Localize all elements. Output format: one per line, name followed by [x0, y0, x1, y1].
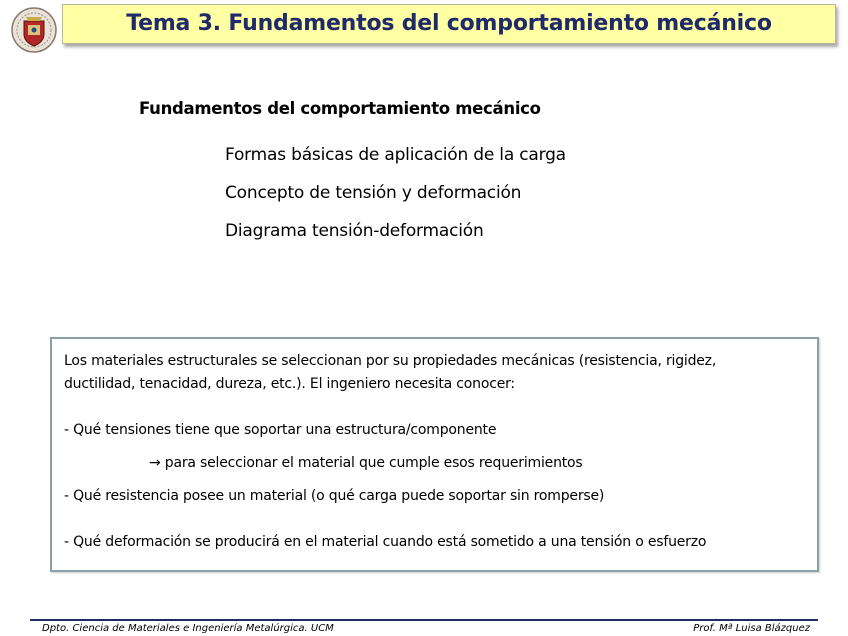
- topic-item: Formas básicas de aplicación de la carga: [225, 145, 566, 165]
- bullet-subitem: → para seleccionar el material que cumple esos requerimientos: [149, 455, 583, 471]
- topic-item: Diagrama tensión-deformación: [225, 221, 484, 241]
- intro-text-line: Los materiales estructurales se seleccionan por su propiedades mecánicas (resistencia, rigidez,: [64, 353, 717, 369]
- title-bar: [62, 4, 836, 44]
- bullet-item: - Qué deformación se producirá en el material cuando está sometido a una tensión o esfuerzo: [64, 534, 707, 550]
- university-seal-icon: [10, 5, 58, 55]
- info-box: [50, 337, 819, 572]
- bullet-item: - Qué tensiones tiene que soportar una estructura/componente: [64, 422, 497, 438]
- slide-title: Tema 3. Fundamentos del comportamiento mecánico: [126, 11, 772, 36]
- footer-department: Dpto. Ciencia de Materiales e Ingeniería Metalúrgica. UCM: [42, 623, 334, 634]
- intro-text-line: ductilidad, tenacidad, dureza, etc.). El ingeniero necesita conocer:: [64, 376, 515, 392]
- bullet-item: - Qué resistencia posee un material (o qué carga puede soportar sin romperse): [64, 488, 605, 504]
- topic-item: Concepto de tensión y deformación: [225, 183, 522, 203]
- footer-author: Prof. Mª Luisa Blázquez: [693, 623, 810, 634]
- section-heading: Fundamentos del comportamiento mecánico: [139, 99, 541, 118]
- footer-divider: [30, 619, 818, 621]
